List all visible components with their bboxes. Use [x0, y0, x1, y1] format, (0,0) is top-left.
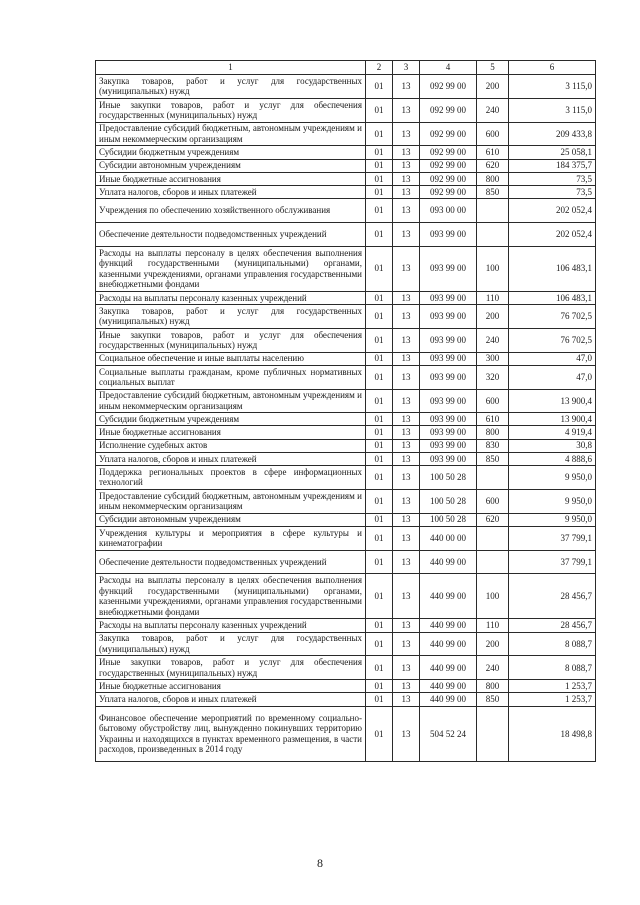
cell-section: 01 [366, 185, 393, 198]
cell-name: Учреждения культуры и мероприятия в сфере культуры и кинематографии [96, 526, 366, 550]
cell-target-article: 440 99 00 [420, 574, 477, 619]
cell-subsection: 13 [393, 680, 420, 693]
cell-name: Иные закупки товаров, работ и услуг для обеспечения государственных (муниципальных) нужд [96, 98, 366, 122]
table-row [96, 304, 596, 328]
cell-target-article: 440 00 00 [420, 526, 477, 550]
cell-subsection: 13 [393, 693, 420, 706]
cell-section: 01 [366, 159, 393, 172]
cell-subsection: 13 [393, 246, 420, 291]
cell-section: 01 [366, 466, 393, 490]
cell-section: 01 [366, 172, 393, 185]
cell-name: Исполнение судебных актов [96, 439, 366, 452]
table-row [96, 75, 596, 99]
table-row [96, 489, 596, 513]
cell-subsection: 13 [393, 632, 420, 656]
cell-expense-type: 850 [477, 452, 509, 465]
cell-expense-type: 320 [477, 365, 509, 389]
table-row [96, 550, 596, 574]
cell-target-article: 504 52 24 [420, 706, 477, 762]
cell-name: Расходы на выплаты персоналу казенных учреждений [96, 619, 366, 632]
cell-subsection: 13 [393, 146, 420, 159]
table-row [96, 413, 596, 426]
cell-amount: 73,5 [509, 172, 596, 185]
cell-expense-type: 200 [477, 304, 509, 328]
budget-table [95, 60, 596, 762]
cell-section: 01 [366, 680, 393, 693]
cell-amount: 37 799,1 [509, 526, 596, 550]
cell-subsection: 13 [393, 466, 420, 490]
cell-expense-type: 600 [477, 122, 509, 146]
cell-target-article: 440 99 00 [420, 632, 477, 656]
cell-amount: 8 088,7 [509, 632, 596, 656]
cell-amount: 73,5 [509, 185, 596, 198]
table-row [96, 632, 596, 656]
cell-subsection: 13 [393, 656, 420, 680]
cell-amount: 4 888,6 [509, 452, 596, 465]
cell-section: 01 [366, 328, 393, 352]
cell-amount: 9 950,0 [509, 489, 596, 513]
table-row [96, 352, 596, 365]
cell-name: Предоставление субсидий бюджетным, автономным учреждениям и иным некоммерческим организациям [96, 122, 366, 146]
cell-expense-type [477, 706, 509, 762]
cell-subsection: 13 [393, 185, 420, 198]
cell-subsection: 13 [393, 619, 420, 632]
cell-target-article: 093 99 00 [420, 413, 477, 426]
cell-target-article: 093 99 00 [420, 452, 477, 465]
cell-name: Расходы на выплаты персоналу казенных учреждений [96, 291, 366, 304]
cell-section: 01 [366, 526, 393, 550]
cell-expense-type [477, 550, 509, 574]
cell-subsection: 13 [393, 413, 420, 426]
cell-amount: 13 900,4 [509, 413, 596, 426]
cell-amount: 28 456,7 [509, 574, 596, 619]
cell-subsection: 13 [393, 75, 420, 99]
cell-expense-type: 620 [477, 513, 509, 526]
table-row [96, 680, 596, 693]
table-row [96, 122, 596, 146]
cell-expense-type: 200 [477, 632, 509, 656]
cell-target-article: 092 99 00 [420, 122, 477, 146]
cell-section: 01 [366, 222, 393, 246]
cell-section: 01 [366, 439, 393, 452]
cell-amount: 1 253,7 [509, 693, 596, 706]
table-row [96, 439, 596, 452]
cell-name: Субсидии автономным учреждениям [96, 159, 366, 172]
cell-expense-type: 600 [477, 389, 509, 413]
table-row [96, 466, 596, 490]
cell-section: 01 [366, 352, 393, 365]
cell-amount: 209 433,8 [509, 122, 596, 146]
cell-amount: 4 919,4 [509, 426, 596, 439]
cell-expense-type: 620 [477, 159, 509, 172]
cell-target-article: 093 99 00 [420, 304, 477, 328]
cell-name: Иные закупки товаров, работ и услуг для обеспечения государственных (муниципальных) нужд [96, 328, 366, 352]
cell-subsection: 13 [393, 328, 420, 352]
cell-expense-type: 200 [477, 75, 509, 99]
cell-amount: 76 702,5 [509, 304, 596, 328]
cell-section: 01 [366, 426, 393, 439]
table-row [96, 693, 596, 706]
cell-target-article: 093 99 00 [420, 365, 477, 389]
cell-amount: 37 799,1 [509, 550, 596, 574]
cell-amount: 30,8 [509, 439, 596, 452]
cell-subsection: 13 [393, 172, 420, 185]
cell-subsection: 13 [393, 526, 420, 550]
table-row [96, 426, 596, 439]
cell-target-article: 093 99 00 [420, 439, 477, 452]
cell-name: Субсидии бюджетным учреждениям [96, 413, 366, 426]
cell-amount: 202 052,4 [509, 199, 596, 223]
cell-expense-type: 110 [477, 291, 509, 304]
cell-subsection: 13 [393, 352, 420, 365]
cell-name: Социальные выплаты гражданам, кроме публичных нормативных социальных выплат [96, 365, 366, 389]
cell-target-article: 440 99 00 [420, 680, 477, 693]
table-row [96, 172, 596, 185]
cell-expense-type: 300 [477, 352, 509, 365]
cell-expense-type: 240 [477, 328, 509, 352]
cell-target-article: 092 99 00 [420, 146, 477, 159]
cell-amount: 106 483,1 [509, 291, 596, 304]
table-row [96, 574, 596, 619]
cell-expense-type: 100 [477, 246, 509, 291]
header-col-3: 3 [393, 61, 420, 75]
cell-expense-type: 800 [477, 426, 509, 439]
cell-target-article: 100 50 28 [420, 489, 477, 513]
cell-subsection: 13 [393, 122, 420, 146]
cell-amount: 184 375,7 [509, 159, 596, 172]
cell-name: Иные бюджетные ассигнования [96, 426, 366, 439]
cell-target-article: 092 99 00 [420, 75, 477, 99]
cell-name: Предоставление субсидий бюджетным, автономным учреждениям и иным некоммерческим организациям [96, 489, 366, 513]
cell-section: 01 [366, 246, 393, 291]
cell-expense-type: 100 [477, 574, 509, 619]
cell-name: Финансовое обеспечение мероприятий по временному социально-бытовому обустройству лиц, вынужденно покинувших территорию Украины и находящихся в пунктах временного размещения, в части расходов, произведенных в 2014 году [96, 706, 366, 762]
cell-name: Социальное обеспечение и иные выплаты населению [96, 352, 366, 365]
cell-name: Субсидии бюджетным учреждениям [96, 146, 366, 159]
cell-expense-type: 240 [477, 98, 509, 122]
cell-subsection: 13 [393, 452, 420, 465]
cell-subsection: 13 [393, 706, 420, 762]
cell-target-article: 093 99 00 [420, 246, 477, 291]
page-number: 8 [317, 856, 323, 870]
cell-expense-type: 830 [477, 439, 509, 452]
table-row [96, 513, 596, 526]
cell-expense-type: 110 [477, 619, 509, 632]
cell-name: Уплата налогов, сборов и иных платежей [96, 185, 366, 198]
cell-target-article: 440 99 00 [420, 693, 477, 706]
cell-section: 01 [366, 632, 393, 656]
table-row [96, 185, 596, 198]
table-row [96, 619, 596, 632]
cell-amount: 106 483,1 [509, 246, 596, 291]
header-col-2: 2 [366, 61, 393, 75]
table-row [96, 98, 596, 122]
cell-subsection: 13 [393, 489, 420, 513]
cell-section: 01 [366, 656, 393, 680]
cell-name: Поддержка региональных проектов в сфере информационных технологий [96, 466, 366, 490]
cell-target-article: 092 99 00 [420, 159, 477, 172]
cell-subsection: 13 [393, 199, 420, 223]
cell-section: 01 [366, 98, 393, 122]
table-header-row [96, 61, 596, 75]
cell-section: 01 [366, 550, 393, 574]
table-row [96, 199, 596, 223]
cell-section: 01 [366, 706, 393, 762]
cell-expense-type: 600 [477, 489, 509, 513]
cell-target-article: 092 99 00 [420, 172, 477, 185]
cell-amount: 9 950,0 [509, 513, 596, 526]
cell-subsection: 13 [393, 513, 420, 526]
cell-name: Закупка товаров, работ и услуг для государственных (муниципальных) нужд [96, 632, 366, 656]
cell-expense-type: 800 [477, 172, 509, 185]
cell-target-article: 093 99 00 [420, 389, 477, 413]
cell-subsection: 13 [393, 426, 420, 439]
table-row [96, 452, 596, 465]
cell-name: Иные бюджетные ассигнования [96, 680, 366, 693]
cell-target-article: 093 00 00 [420, 199, 477, 223]
cell-target-article: 440 99 00 [420, 550, 477, 574]
cell-name: Расходы на выплаты персоналу в целях обеспечения выполнения функций государственными (муниципальными) органами, казенными учреждениями, органами управления государственными внебюджетными фондами [96, 574, 366, 619]
cell-expense-type: 850 [477, 693, 509, 706]
cell-amount: 3 115,0 [509, 75, 596, 99]
table-row [96, 146, 596, 159]
cell-section: 01 [366, 513, 393, 526]
cell-amount: 13 900,4 [509, 389, 596, 413]
cell-target-article: 093 99 00 [420, 352, 477, 365]
header-col-1: 1 [96, 61, 366, 75]
cell-target-article: 093 99 00 [420, 291, 477, 304]
cell-section: 01 [366, 146, 393, 159]
table-row [96, 389, 596, 413]
cell-target-article: 100 50 28 [420, 513, 477, 526]
cell-amount: 9 950,0 [509, 466, 596, 490]
cell-subsection: 13 [393, 550, 420, 574]
cell-name: Иные бюджетные ассигнования [96, 172, 366, 185]
cell-section: 01 [366, 304, 393, 328]
cell-amount: 202 052,4 [509, 222, 596, 246]
cell-amount: 8 088,7 [509, 656, 596, 680]
cell-subsection: 13 [393, 365, 420, 389]
cell-name: Субсидии автономным учреждениям [96, 513, 366, 526]
cell-amount: 47,0 [509, 352, 596, 365]
cell-amount: 28 456,7 [509, 619, 596, 632]
table-row [96, 291, 596, 304]
cell-target-article: 093 99 00 [420, 426, 477, 439]
cell-section: 01 [366, 619, 393, 632]
cell-target-article: 100 50 28 [420, 466, 477, 490]
cell-target-article: 440 99 00 [420, 619, 477, 632]
cell-section: 01 [366, 413, 393, 426]
cell-amount: 18 498,8 [509, 706, 596, 762]
cell-expense-type [477, 526, 509, 550]
cell-subsection: 13 [393, 159, 420, 172]
cell-expense-type: 610 [477, 146, 509, 159]
table-row [96, 365, 596, 389]
table-row [96, 656, 596, 680]
cell-name: Уплата налогов, сборов и иных платежей [96, 693, 366, 706]
cell-name: Иные закупки товаров, работ и услуг для обеспечения государственных (муниципальных) нужд [96, 656, 366, 680]
cell-subsection: 13 [393, 98, 420, 122]
table-row [96, 159, 596, 172]
cell-name: Расходы на выплаты персоналу в целях обеспечения выполнения функций государственными (муниципальными) органами, казенными учреждениями, органами управления государственными внебюджетными фондами [96, 246, 366, 291]
cell-target-article: 092 99 00 [420, 185, 477, 198]
cell-expense-type: 850 [477, 185, 509, 198]
header-col-4: 4 [420, 61, 477, 75]
cell-name: Учреждения по обеспечению хозяйственного обслуживания [96, 199, 366, 223]
cell-section: 01 [366, 389, 393, 413]
cell-target-article: 440 99 00 [420, 656, 477, 680]
cell-name: Уплата налогов, сборов и иных платежей [96, 452, 366, 465]
cell-target-article: 093 99 00 [420, 328, 477, 352]
cell-expense-type: 610 [477, 413, 509, 426]
cell-amount: 76 702,5 [509, 328, 596, 352]
cell-subsection: 13 [393, 574, 420, 619]
header-col-6: 6 [509, 61, 596, 75]
cell-section: 01 [366, 574, 393, 619]
cell-section: 01 [366, 199, 393, 223]
cell-section: 01 [366, 693, 393, 706]
cell-target-article: 092 99 00 [420, 98, 477, 122]
cell-name: Обеспечение деятельности подведомственных учреждений [96, 550, 366, 574]
cell-subsection: 13 [393, 389, 420, 413]
cell-expense-type [477, 222, 509, 246]
cell-amount: 25 058,1 [509, 146, 596, 159]
cell-name: Закупка товаров, работ и услуг для государственных (муниципальных) нужд [96, 75, 366, 99]
cell-expense-type [477, 199, 509, 223]
cell-expense-type [477, 466, 509, 490]
cell-name: Предоставление субсидий бюджетным, автономным учреждениям и иным некоммерческим организациям [96, 389, 366, 413]
cell-amount: 47,0 [509, 365, 596, 389]
header-col-5: 5 [477, 61, 509, 75]
cell-section: 01 [366, 365, 393, 389]
cell-name: Закупка товаров, работ и услуг для государственных (муниципальных) нужд [96, 304, 366, 328]
cell-section: 01 [366, 452, 393, 465]
table-row [96, 246, 596, 291]
cell-section: 01 [366, 291, 393, 304]
cell-subsection: 13 [393, 304, 420, 328]
cell-target-article: 093 99 00 [420, 222, 477, 246]
cell-name: Обеспечение деятельности подведомственных учреждений [96, 222, 366, 246]
cell-expense-type: 800 [477, 680, 509, 693]
cell-expense-type: 240 [477, 656, 509, 680]
cell-section: 01 [366, 489, 393, 513]
table-row [96, 526, 596, 550]
cell-section: 01 [366, 75, 393, 99]
cell-amount: 1 253,7 [509, 680, 596, 693]
cell-subsection: 13 [393, 222, 420, 246]
table-row [96, 328, 596, 352]
table-row [96, 706, 596, 762]
table-row [96, 222, 596, 246]
cell-section: 01 [366, 122, 393, 146]
table-body [96, 75, 596, 762]
cell-subsection: 13 [393, 291, 420, 304]
cell-subsection: 13 [393, 439, 420, 452]
cell-amount: 3 115,0 [509, 98, 596, 122]
